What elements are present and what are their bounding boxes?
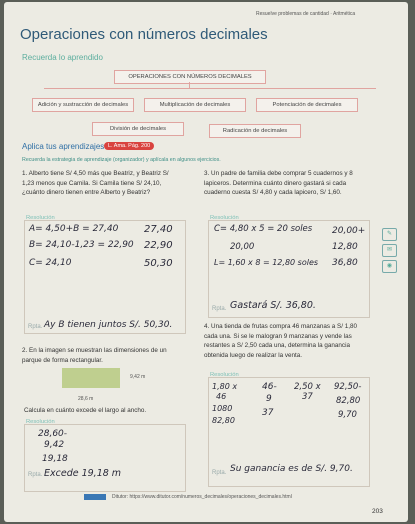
problem-1-answer-box bbox=[24, 220, 186, 334]
park-width-label: 9,42 m bbox=[130, 374, 146, 380]
breadcrumb: Resuelve problemas de cantidad · Aritmética bbox=[256, 11, 356, 17]
map-box-power: Potenciación de decimales bbox=[256, 98, 358, 112]
map-box-division: División de decimales bbox=[92, 122, 184, 136]
problem-1-handwriting-2: B= 24,10-1,23 = 22,90 bbox=[29, 240, 134, 250]
problem-2-handwriting-1: 28,60- bbox=[38, 429, 68, 439]
aplica-instruction: Recuerda la estrategia de aprendizaje (organizador) y aplícala en algunos ejercicios. bbox=[22, 157, 221, 163]
problem-2-rpta-label: Rpta. bbox=[28, 472, 43, 478]
aplica-heading: Aplica tus aprendizajes bbox=[22, 142, 105, 151]
problem-1-handwriting-3: C= 24,10 bbox=[29, 258, 72, 268]
problem-1-handwriting-4: 27,40 bbox=[144, 224, 173, 235]
park-length-label: 28,6 m bbox=[78, 396, 94, 402]
problem-3-handwriting-5: 12,80 bbox=[332, 242, 358, 252]
problem-1-answer: Ay B tienen juntos S/. 50,30. bbox=[44, 320, 173, 330]
recuerda-heading: Recuerda lo aprendido bbox=[22, 53, 103, 62]
problem-2-resolution-label: Resolución bbox=[26, 419, 55, 425]
park-rectangle bbox=[62, 368, 120, 388]
camera-icon: ◉ bbox=[382, 260, 397, 273]
problem-3-answer: Gastará S/. 36,80. bbox=[230, 300, 316, 311]
problem-4-handwriting-5: 46- bbox=[262, 382, 277, 392]
problem-2-handwriting-2: 9,42 bbox=[44, 440, 65, 450]
textbook-page bbox=[4, 2, 408, 522]
problem-1-handwriting-6: 50,30 bbox=[144, 258, 173, 269]
problem-1-resolution-label: Resolución bbox=[26, 215, 55, 221]
problem-4-handwriting-8: 2,50 x bbox=[294, 382, 321, 392]
problem-4-handwriting-12: 9,70 bbox=[338, 410, 357, 420]
problem-2-handwriting-3: 19,18 bbox=[42, 454, 68, 464]
problem-4-handwriting-4: 82,80 bbox=[212, 416, 235, 425]
problem-4-handwriting-1: 1,80 x bbox=[212, 382, 238, 391]
problem-4-handwriting-11: 82,80 bbox=[336, 396, 361, 406]
map-box-addition: Adición y sustracción de decimales bbox=[32, 98, 134, 112]
problem-4-handwriting-10: 92,50- bbox=[334, 382, 362, 392]
map-connector bbox=[44, 88, 376, 89]
problem-4-handwriting-7: 37 bbox=[262, 408, 274, 418]
chat-icon: ✉ bbox=[382, 244, 397, 257]
problem-1-handwriting-5: 22,90 bbox=[144, 240, 173, 251]
problem-4-handwriting-3: 1080 bbox=[212, 404, 233, 413]
problem-1-rpta-label: Rpta. bbox=[28, 324, 43, 330]
page-reference-badge: L. Ama. Pág. 200 bbox=[104, 142, 154, 150]
problem-4-handwriting-9: 37 bbox=[302, 392, 313, 402]
problem-4-handwriting-6: 9 bbox=[266, 394, 272, 404]
problem-4-answer: Su ganancia es de S/. 9,70. bbox=[230, 464, 353, 474]
problem-3-resolution-label: Resolución bbox=[210, 215, 239, 221]
problem-2-answer: Excede 19,18 m bbox=[44, 468, 122, 479]
problem-3-text: 3. Un padre de familia debe comprar 5 cuadernos y 8 lapiceros. Determina cuánto dinero gastará si cada cuaderno cuesta S/ 4,80 y cada lapicero, S/ 1,60. bbox=[204, 170, 353, 196]
problem-3-handwriting-6: 36,80 bbox=[332, 258, 358, 268]
map-box-radication: Radicación de decimales bbox=[209, 124, 301, 138]
problem-4-resolution-label: Resolución bbox=[210, 372, 239, 378]
page-title: Operaciones con números decimales bbox=[20, 26, 268, 43]
map-connector-v bbox=[189, 82, 190, 88]
problem-4-rpta-label: Rpta. bbox=[212, 470, 227, 476]
problem-4-text: 4. Una tienda de frutas compra 46 manzanas a S/ 1,80 cada una. Si se le malogran 9 manzanas y vende las restantes a S/ 2,50 cada una, determina la ganancia obtenida luego de realizar la venta. bbox=[204, 323, 357, 359]
problem-1-handwriting-1: A= 4,50+B = 27,40 bbox=[29, 224, 119, 234]
ditutor-logo bbox=[84, 494, 106, 500]
problem-3-rpta-label: Rpta. bbox=[212, 306, 227, 312]
problem-3-handwriting-1: C= 4,80 x 5 = 20 soles bbox=[214, 224, 313, 234]
problem-4-handwriting-2: 46 bbox=[216, 392, 227, 401]
page-number: 203 bbox=[372, 508, 383, 515]
problem-3-handwriting-2: 20,00 bbox=[230, 242, 255, 252]
pencil-icon: ✎ bbox=[382, 228, 397, 241]
problem-1-text: 1. Alberto tiene S/ 4,50 más que Beatriz, y Beatriz S/ 1,23 menos que Camila. Si Camila tiene S/ 24,10, ¿cuánto dinero tienen entre Alberto y Beatriz? bbox=[22, 170, 169, 196]
ditutor-link[interactable]: Ditutor: https://www.ditutor.com/numeros_decimales/operaciones_decimales.html bbox=[112, 494, 292, 500]
problem-2-text: 2. En la imagen se muestran las dimensiones de un parque de forma rectangular. bbox=[22, 347, 167, 364]
problem-2-question: Calcula en cuánto excede el largo al ancho. bbox=[24, 407, 147, 414]
map-box-multiplication: Multiplicación de decimales bbox=[144, 98, 246, 112]
problem-3-handwriting-3: L= 1,60 x 8 = 12,80 soles bbox=[214, 258, 319, 267]
problem-3-handwriting-4: 20,00+ bbox=[332, 226, 366, 236]
map-main-box: OPERACIONES CON NÚMEROS DECIMALES bbox=[114, 70, 266, 84]
